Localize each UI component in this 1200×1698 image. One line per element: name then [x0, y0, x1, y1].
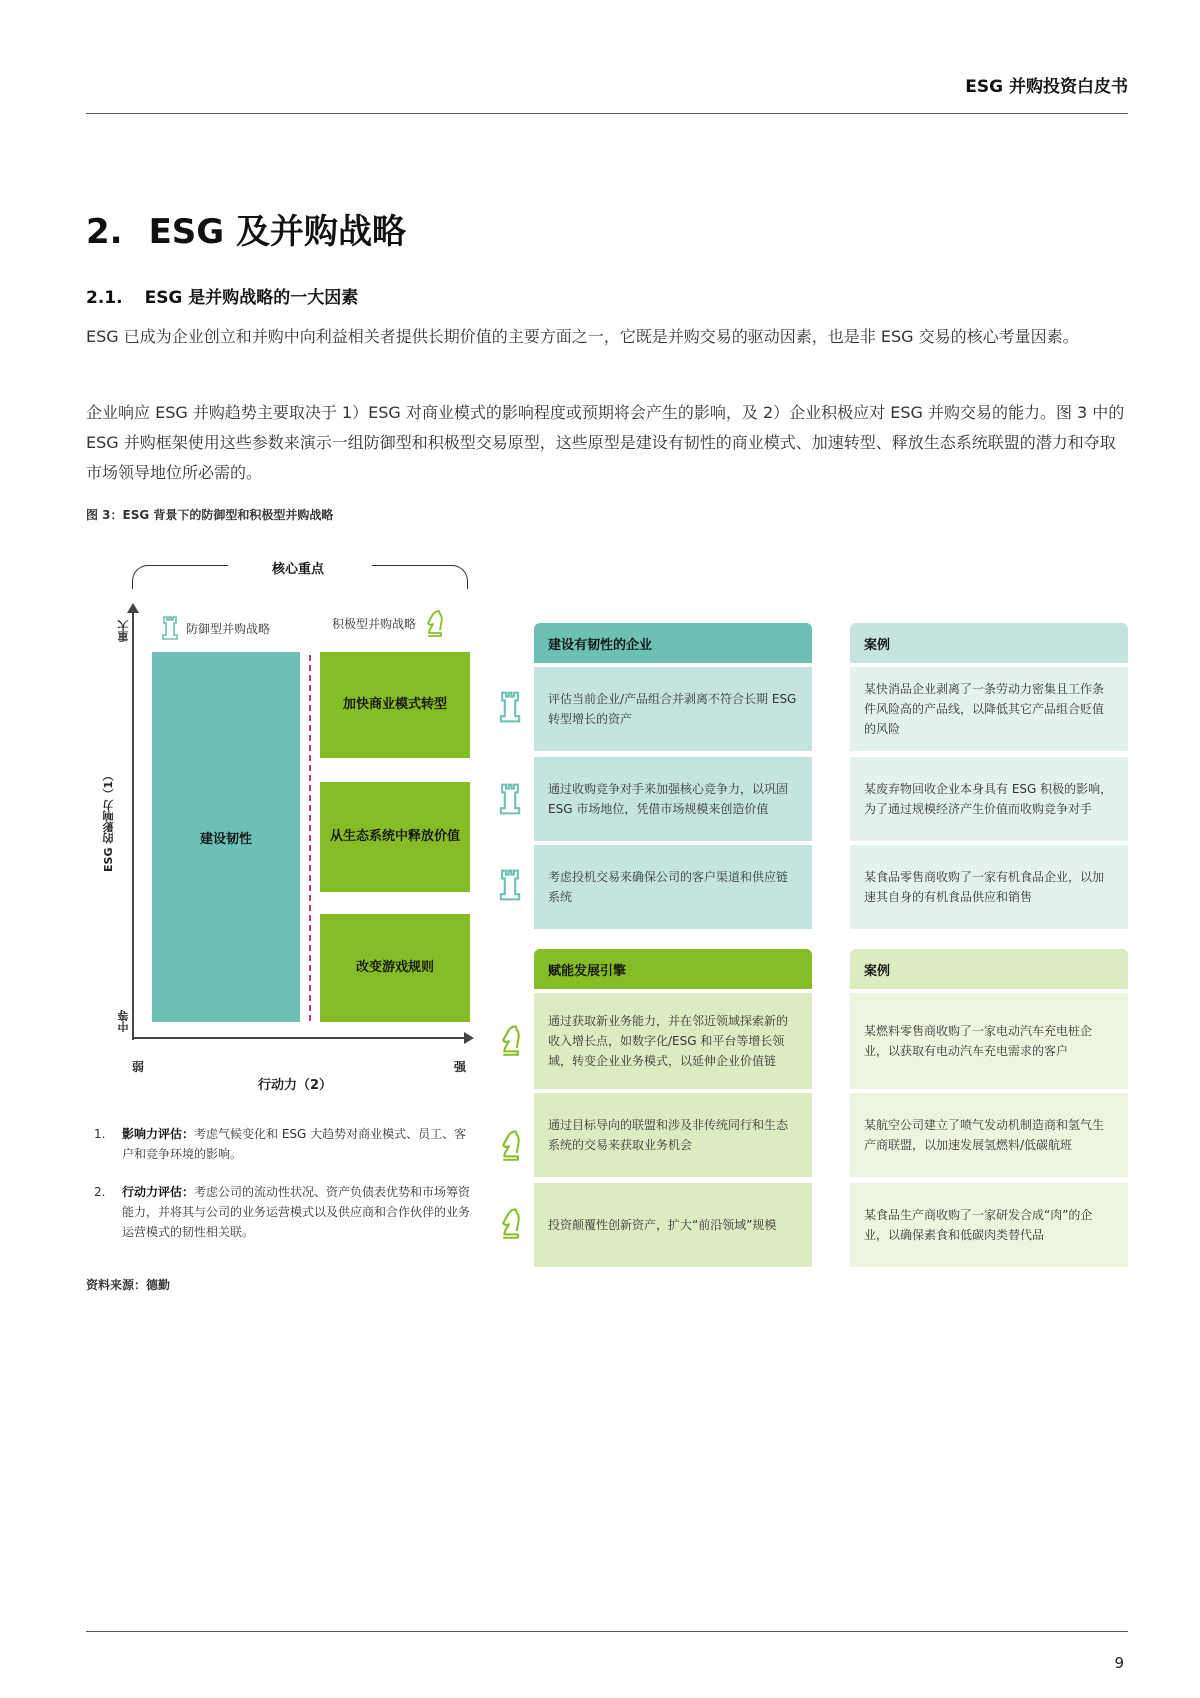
knight-icon: [498, 1128, 522, 1162]
knight-icon: [498, 1206, 522, 1240]
x-axis-title: 行动力（2）: [258, 1078, 333, 1093]
y-axis-title: ESG 的影响力（1）: [102, 770, 115, 872]
offensive-block-ecosystem: 从生态系统中释放价值: [320, 782, 470, 892]
rook-icon: [498, 690, 522, 724]
y-axis-high-label: 重大: [117, 620, 130, 642]
defensive-strategy-text: 防御型并购战略: [186, 621, 271, 636]
note-impact: [94, 1124, 474, 1164]
case-column-header-1: 案例: [850, 623, 1128, 663]
growth-column-header: 赋能发展引擎: [534, 949, 812, 989]
running-header: ESG 并购投资白皮书: [965, 77, 1128, 97]
body-paragraph-1: ESG 已成为企业创立和并购中向利益相关者提供长期价值的主要方面之一，它既是并购交易的驱动因素，也是非 ESG 交易的核心考量因素。: [86, 327, 1079, 346]
y-axis-line: [132, 610, 134, 1040]
note-number: 1.: [94, 1127, 106, 1141]
resilience-case-2: 某废弃物回收企业本身具有 ESG 积极的影响，为了通过规模经济产生价值而收购竞争对手: [850, 757, 1128, 841]
subsection-title: [86, 283, 358, 308]
resilience-row-2: 通过收购竞争对手来加强核心竞争力，以巩固 ESG 市场地位，凭借市场规模来创造价值: [534, 757, 812, 841]
subsection-title-text: ESG 是并购战略的一大因素: [144, 288, 359, 308]
knight-icon: [498, 1023, 522, 1057]
rook-icon: [498, 868, 522, 902]
x-axis-high-label: 强: [454, 1060, 467, 1074]
note-term: 影响力评估：: [122, 1127, 195, 1141]
section-title-text: ESG 及并购战略: [148, 212, 407, 252]
note-text: 考虑气候变化和 ESG 大趋势对商业模式、员工、客户和竞争环境的影响。: [122, 1127, 467, 1161]
growth-row-2: 通过目标导向的联盟和涉及非传统同行和生态系统的交易来获取业务机会: [534, 1093, 812, 1177]
page-number: 9: [1114, 1654, 1124, 1672]
figure-caption: 图 3：ESG 背景下的防御型和积极型并购战略: [86, 508, 334, 522]
footer-rule: [86, 1631, 1128, 1632]
case-column-header-2: 案例: [850, 949, 1128, 989]
growth-case-3: 某食品生产商收购了一家研发合成“肉”的企业，以确保素食和低碳肉类替代品: [850, 1183, 1128, 1267]
x-axis-arrow: [464, 1032, 474, 1044]
note-text: 考虑公司的流动性状况、资产负债表优势和市场筹资能力，并将其与公司的业务运营模式以及供应商和合作伙伴的业务运营模式的韧性相关联。: [122, 1185, 471, 1239]
resilience-case-3: 某食品零售商收购了一家有机食品企业，以加速其自身的有机食品供应和销售: [850, 845, 1128, 929]
resilience-row-3: 考虑投机交易来确保公司的客户渠道和供应链系统: [534, 845, 812, 929]
note-term: 行动力评估：: [122, 1185, 195, 1199]
focus-bracket-right: [372, 565, 468, 589]
x-axis-low-label: 弱: [132, 1060, 145, 1074]
focus-bracket-left: [132, 565, 228, 589]
note-capability: [94, 1182, 474, 1242]
x-axis-line: [132, 1037, 466, 1039]
resilience-block: 建设韧性: [152, 652, 300, 1022]
growth-row-3: 投资颠覆性创新资产，扩大“前沿领域”规模: [534, 1183, 812, 1267]
section-number: 2.: [86, 212, 123, 252]
growth-case-2: 某航空公司建立了喷气发动机制造商和氢气生产商联盟，以加速发展氢燃料/低碳航班: [850, 1093, 1128, 1177]
growth-case-1: 某燃料零售商收购了一家电动汽车充电桩企业，以获取有电动汽车充电需求的客户: [850, 993, 1128, 1089]
resilience-row-1: 评估当前企业/产品组合并剥离不符合长期 ESG 转型增长的资产: [534, 667, 812, 751]
defensive-strategy-label: [162, 615, 270, 641]
y-axis-low-label: 中等: [117, 1010, 130, 1032]
subsection-number: 2.1.: [86, 288, 123, 308]
offensive-block-game-changer: 改变游戏规则: [320, 914, 470, 1022]
rook-icon: [498, 782, 522, 816]
section-title: [86, 204, 406, 253]
rook-icon: [162, 615, 178, 641]
note-number: 2.: [94, 1185, 106, 1199]
focus-label: 核心重点: [272, 562, 325, 577]
strategy-divider: [309, 655, 311, 1021]
offensive-strategy-label: [332, 608, 444, 638]
offensive-block-transform: 加快商业模式转型: [320, 652, 470, 758]
resilience-column-header: 建设有韧性的企业: [534, 623, 812, 663]
source-note: 资料来源：德勤: [86, 1278, 171, 1292]
body-paragraph-2: 企业响应 ESG 并购趋势主要取决于 1）ESG 对商业模式的影响程度或预期将会产生的影响，及 2）企业积极应对 ESG 并购交易的能力。图 3 中的 ESG 并购框架使用这些参数来演示一组防御型和积极型交易原型，这些原型是建设有韧性的商业模式、加速转型、释放生态系统联盟的潜力和夺取市场领导地位所必需的。: [86, 403, 1125, 482]
header-rule: [86, 113, 1128, 114]
resilience-case-1: 某快消品企业剥离了一条劳动力密集且工作条件风险高的产品线，以降低其它产品组合贬值的风险: [850, 667, 1128, 751]
growth-row-1: 通过获取新业务能力，并在邻近领域探索新的收入增长点，如数字化/ESG 和平台等增长领域，转变企业业务模式，以延伸企业价值链: [534, 993, 812, 1089]
note-body: [122, 1124, 474, 1164]
offensive-strategy-text: 积极型并购战略: [332, 616, 417, 631]
y-axis-arrow: [127, 603, 139, 613]
knight-icon: [424, 608, 444, 638]
note-body: [122, 1182, 474, 1242]
